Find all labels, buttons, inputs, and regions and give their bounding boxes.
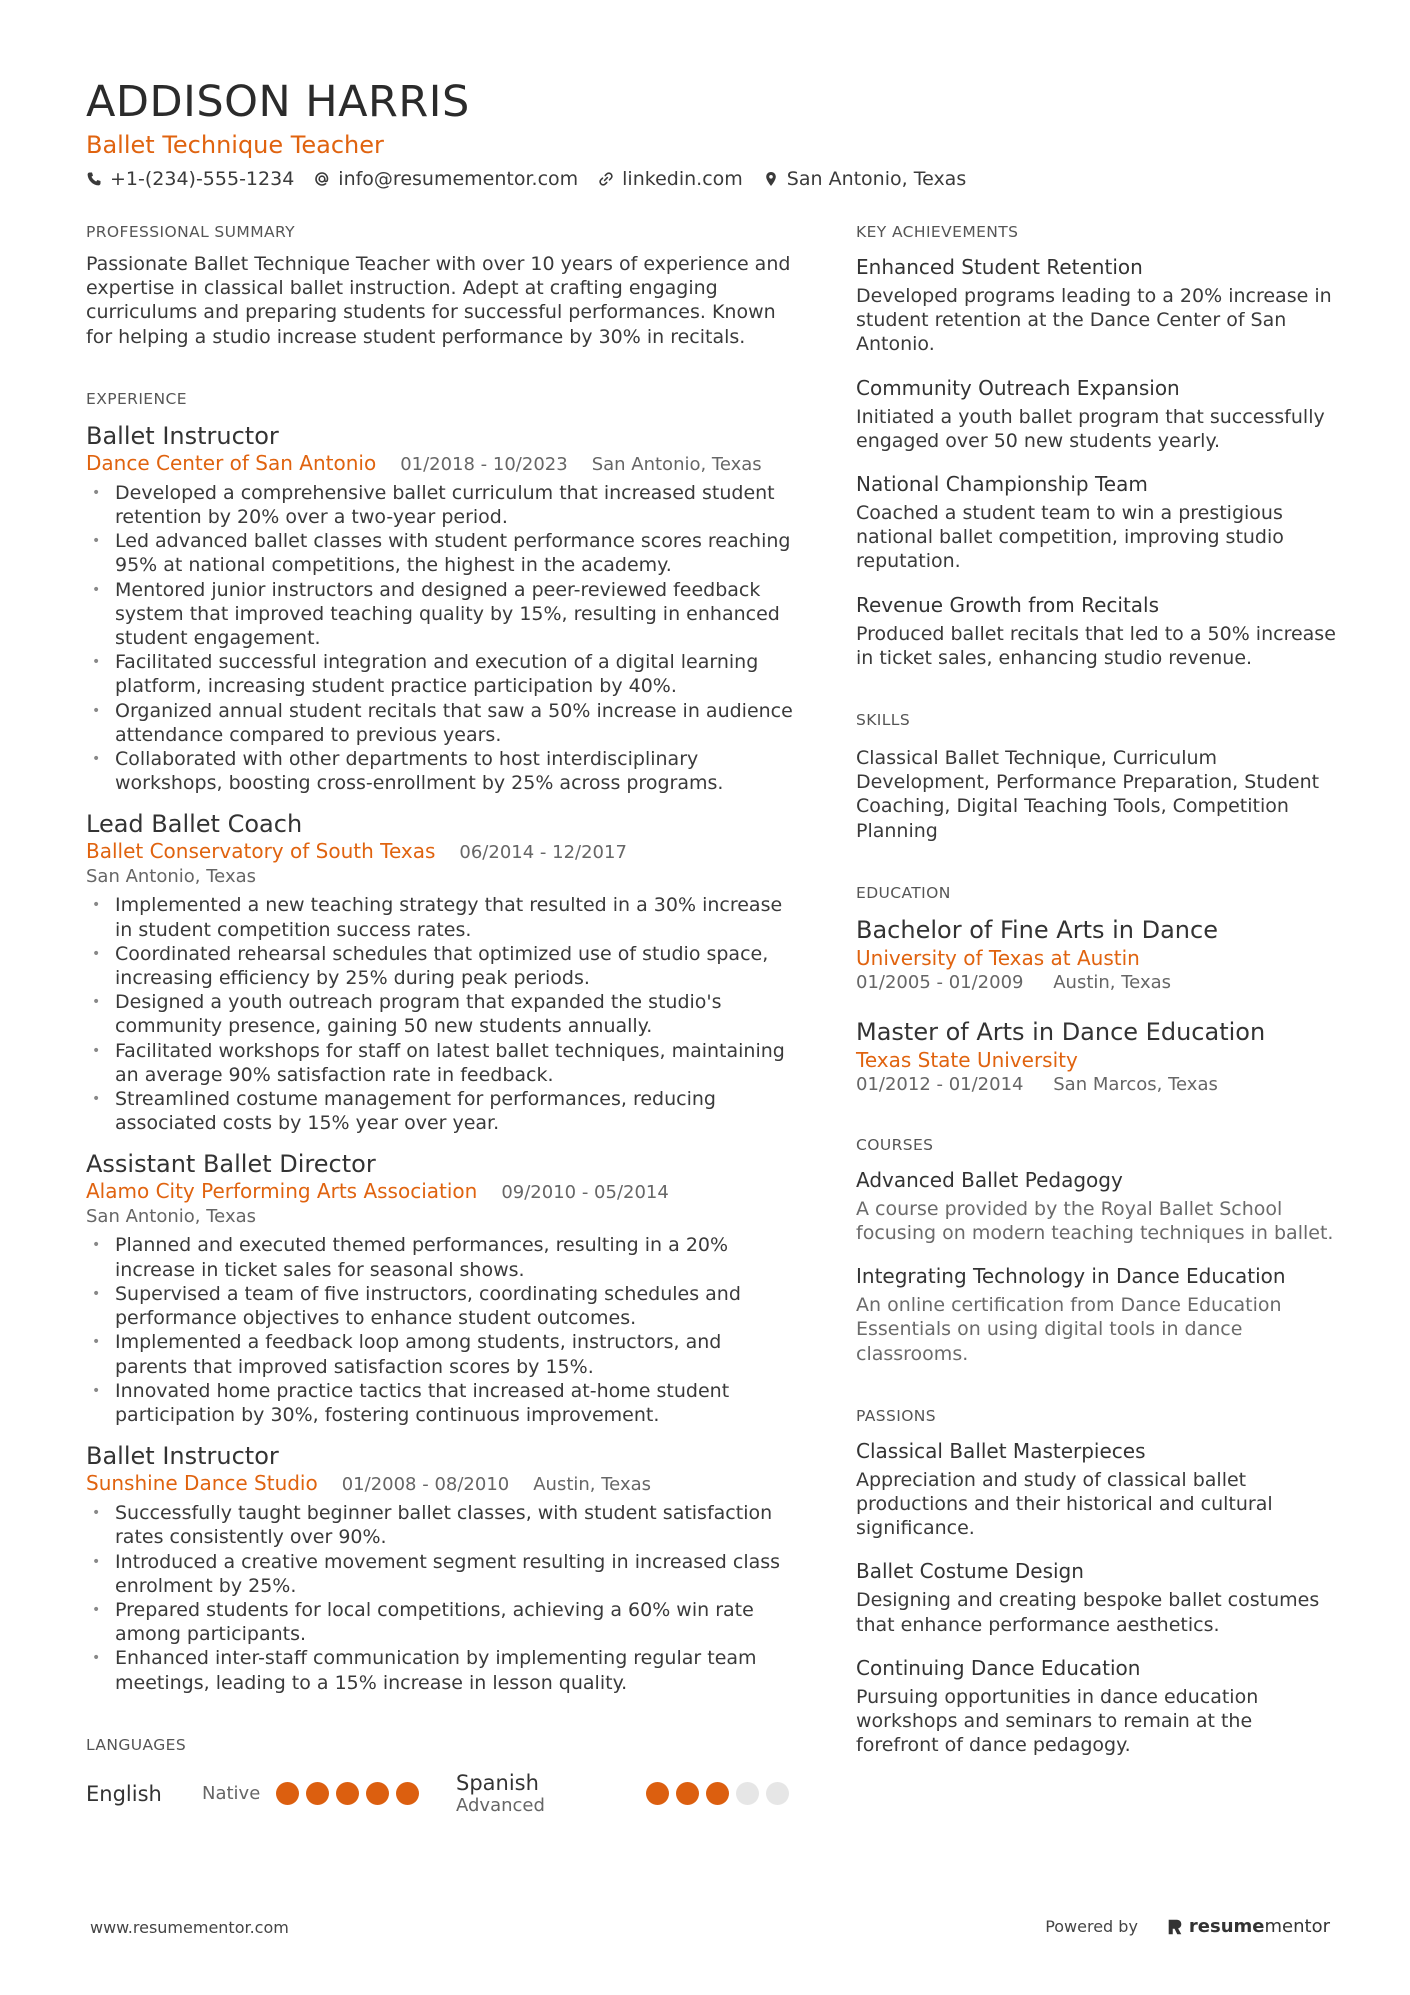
list-item: • Prepared students for local competitions, achieving a 60% win rate among participants.: [86, 1598, 796, 1646]
passion-desc: Appreciation and study of classical ballet productions and their historical and cultural significance.: [856, 1468, 1273, 1540]
languages-section: [86, 1735, 796, 1819]
education-location: Austin, Texas: [1053, 971, 1171, 993]
resumementor-logo[interactable]: [1166, 1916, 1330, 1937]
resume-header: [86, 76, 1326, 190]
language-name: English: [86, 1781, 162, 1806]
language-level: Native: [202, 1783, 261, 1805]
language-rating: [646, 1782, 796, 1805]
section-title: PASSIONS: [856, 1406, 937, 1425]
language-name: Spanish: [456, 1771, 539, 1796]
section-title: EDUCATION: [856, 883, 951, 902]
at-icon: [314, 171, 330, 187]
left-column: [86, 222, 796, 1819]
contact-email-text: info@resumementor.com: [338, 168, 579, 190]
job-location: San Antonio, Texas: [86, 866, 256, 888]
section-title: COURSES: [856, 1135, 934, 1154]
passion-desc: Designing and creating bespoke ballet costumes that enhance performance aesthetics.: [856, 1589, 1320, 1636]
passion-title: Ballet Costume Design: [856, 1559, 1084, 1584]
course-desc: A course provided by the Royal Ballet School focusing on modern teaching techniques in ballet.: [856, 1197, 1334, 1245]
rating-dot: [396, 1782, 419, 1805]
footer-website[interactable]: www.resumementor.com: [90, 1918, 289, 1937]
rating-dot: [366, 1782, 389, 1805]
achievement-desc: Developed programs leading to a 20% increase in student retention at the Dance Center of San Antonio.: [856, 285, 1332, 356]
achievement-desc: Coached a student team to win a prestigious national ballet competition, improving studio reputation.: [856, 502, 1284, 573]
course-item: [856, 1167, 1336, 1245]
list-item: • Developed a comprehensive ballet curriculum that increased student retention by 20% over a two-year period.: [86, 481, 796, 529]
education-item: [856, 915, 1336, 995]
list-item: • Mentored junior instructors and designed a peer-reviewed feedback system that improved teaching quality by 15%, resulting in enhanced student engagement.: [86, 578, 796, 651]
list-item: • Planned and executed themed performances, resulting in a 20% increase in ticket sales for seasonal shows.: [86, 1233, 796, 1281]
achievement-desc: Produced ballet recitals that led to a 50% increase in ticket sales, enhancing studio revenue.: [856, 622, 1336, 669]
list-item: • Supervised a team of five instructors, coordinating schedules and performance objectives to enhance student outcomes.: [86, 1282, 796, 1330]
achievement-item: [856, 471, 1336, 574]
education-meta: [856, 1073, 1336, 1097]
contact-linkedin-text: linkedin.com: [622, 168, 743, 190]
list-item: • Implemented a feedback loop among students, instructors, and parents that improved satisfaction scores by 15%.: [86, 1330, 796, 1378]
course-title: Integrating Technology in Dance Education: [856, 1264, 1286, 1289]
rating-dot: [736, 1782, 759, 1805]
job-meta: [86, 1179, 796, 1205]
job-bullets: [86, 481, 796, 796]
resumementor-logo-icon: [1166, 1918, 1184, 1936]
list-item: • Innovated home practice tactics that increased at-home student participation by 30%, fostering continuous improvement.: [86, 1379, 796, 1427]
list-item: • Led advanced ballet classes with student performance scores reaching 95% at national competitions, the highest in the academy.: [86, 529, 796, 577]
list-item: • Coordinated rehearsal schedules that optimized use of studio space, increasing efficiency by 25% during peak periods.: [86, 942, 796, 990]
experience-section: [86, 389, 796, 1695]
education-meta: [856, 971, 1336, 995]
job-dates: 09/2010 - 05/2014: [501, 1182, 669, 1204]
course-desc: An online certification from Dance Education Essentials on using digital tools in dance classrooms.: [856, 1294, 1282, 1365]
list-item: • Organized annual student recitals that saw a 50% increase in audience attendance compared to previous years.: [86, 699, 796, 747]
brand-bold: resume: [1188, 1916, 1265, 1937]
list-item: • Enhanced inter-staff communication by implementing regular team meetings, leading to a 15% increase in lesson quality.: [86, 1646, 796, 1694]
education-location: San Marcos, Texas: [1053, 1073, 1218, 1095]
contact-bar: [86, 168, 1326, 190]
list-item: • Successfully taught beginner ballet classes, with student satisfaction rates consistently over 90%.: [86, 1501, 796, 1549]
job-title: Assistant Ballet Director: [86, 1150, 376, 1179]
language-item: [456, 1771, 796, 1816]
course-title: Advanced Ballet Pedagogy: [856, 1167, 1123, 1192]
language-level: Advanced: [456, 1795, 545, 1817]
job-meta: [86, 1471, 796, 1497]
list-item: • Facilitated successful integration and execution of a digital learning platform, increasing student practice participation by 40%.: [86, 650, 796, 698]
achievement-desc: Initiated a youth ballet program that successfully engaged over 50 new students yearly.: [856, 405, 1325, 452]
summary-text: Passionate Ballet Technique Teacher with over 10 years of experience and expertise in classical ballet instruction. Adept at crafting engaging curriculums and preparing students for successful performances. Known for helping a studio increase student performance by 30% in recitals.: [86, 253, 791, 348]
job-location: San Antonio, Texas: [591, 453, 762, 475]
list-item: • Implemented a new teaching strategy that resulted in a 30% increase in student competition success rates.: [86, 893, 796, 941]
passion-item: [856, 1655, 1336, 1758]
contact-location: [763, 168, 966, 190]
education-item: [856, 1017, 1336, 1097]
language-item: [86, 1782, 456, 1806]
education-degree: Bachelor of Fine Arts in Dance: [856, 915, 1218, 944]
rating-dot: [766, 1782, 789, 1805]
job-dates: 06/2014 - 12/2017: [459, 842, 627, 864]
rating-dot: [676, 1782, 699, 1805]
section-title: EXPERIENCE: [86, 389, 187, 408]
achievement-title: Revenue Growth from Recitals: [856, 592, 1160, 617]
job-entry: [86, 1149, 796, 1427]
education-dates: 01/2012 - 01/2014: [856, 1073, 1024, 1095]
rating-dot: [336, 1782, 359, 1805]
passion-title: Classical Ballet Masterpieces: [856, 1438, 1146, 1463]
education-school: University of Texas at Austin: [856, 945, 1140, 970]
section-title: LANGUAGES: [86, 1735, 187, 1754]
achievement-item: [856, 592, 1336, 670]
job-meta: [86, 839, 796, 865]
contact-location-text: San Antonio, Texas: [786, 168, 967, 190]
achievement-title: Enhanced Student Retention: [856, 255, 1143, 279]
education-school: Texas State University: [856, 1047, 1078, 1072]
contact-linkedin[interactable]: [598, 168, 743, 190]
rating-dot: [706, 1782, 729, 1805]
list-item: • Introduced a creative movement segment resulting in increased class enrolment by 25%.: [86, 1550, 796, 1598]
contact-phone-text: +1-(234)-555-1234: [110, 168, 295, 190]
job-title: Ballet Instructor: [86, 421, 279, 450]
job-entry: [86, 809, 796, 1135]
achievement-item: [856, 375, 1336, 453]
language-labels: [456, 1771, 646, 1816]
rating-dot: [306, 1782, 329, 1805]
list-item: • Facilitated workshops for staff on latest ballet techniques, maintaining an average 90% satisfaction rate in feedback.: [86, 1039, 796, 1087]
section-title: KEY ACHIEVEMENTS: [856, 223, 1019, 241]
job-bullets: [86, 1233, 796, 1427]
achievements-section: [856, 222, 1336, 670]
job-org: Ballet Conservatory of South Texas: [86, 839, 436, 864]
job-entry: [86, 1441, 796, 1695]
location-pin-icon: [763, 171, 779, 187]
brand-rest: mentor: [1264, 1916, 1330, 1937]
list-item: • Designed a youth outreach program that expanded the studio's community presence, gaining 50 new students annually.: [86, 990, 796, 1038]
contact-phone[interactable]: [86, 168, 294, 190]
job-location: Austin, Texas: [533, 1474, 651, 1496]
candidate-role: Ballet Technique Teacher: [86, 131, 384, 159]
passion-item: [856, 1558, 1336, 1636]
job-title: Lead Ballet Coach: [86, 810, 303, 839]
job-bullets: [86, 1501, 796, 1695]
list-item: • Collaborated with other departments to host interdisciplinary workshops, boosting cross-enrollment by 25% across programs.: [86, 747, 796, 795]
skills-section: [856, 710, 1336, 843]
language-rating: [276, 1782, 426, 1805]
achievement-item: [856, 254, 1336, 357]
section-title: PROFESSIONAL SUMMARY: [86, 223, 296, 241]
education-dates: 01/2005 - 01/2009: [856, 971, 1024, 993]
job-org: Dance Center of San Antonio: [86, 450, 377, 475]
section-title: SKILLS: [856, 711, 911, 730]
footer-branding: [1045, 1916, 1330, 1937]
passion-title: Continuing Dance Education: [856, 1655, 1141, 1680]
education-section: [856, 883, 1336, 1097]
job-dates: 01/2018 - 10/2023: [400, 453, 568, 475]
job-org: Sunshine Dance Studio: [86, 1471, 318, 1496]
job-title: Ballet Instructor: [86, 1442, 279, 1471]
candidate-name: ADDISON HARRIS: [86, 77, 470, 127]
passion-desc: Pursuing opportunities in dance education workshops and seminars to remain at the forefront of dance pedagogy.: [856, 1685, 1259, 1757]
page-footer: [90, 1918, 1330, 1937]
rating-dot: [276, 1782, 299, 1805]
job-location: San Antonio, Texas: [86, 1206, 256, 1228]
list-item: • Streamlined costume management for performances, reducing associated costs by 15% year over year.: [86, 1087, 796, 1135]
course-item: [856, 1263, 1336, 1366]
skills-text: Classical Ballet Technique, Curriculum Development, Performance Preparation, Student Coaching, Digital Teaching Tools, Competition Planning: [856, 747, 1320, 842]
phone-icon: [86, 171, 102, 187]
job-org: Alamo City Performing Arts Association: [86, 1179, 478, 1204]
job-entry: [86, 421, 796, 796]
rating-dot: [646, 1782, 669, 1805]
passion-item: [856, 1438, 1336, 1541]
passions-section: [856, 1406, 1336, 1758]
link-icon: [598, 171, 614, 187]
summary-section: [86, 222, 796, 349]
job-dates: 01/2008 - 08/2010: [341, 1474, 510, 1496]
education-degree: Master of Arts in Dance Education: [856, 1017, 1266, 1046]
job-bullets: [86, 893, 796, 1135]
courses-section: [856, 1135, 1336, 1366]
right-column: [856, 222, 1336, 1757]
job-meta: [86, 451, 796, 477]
powered-by-label: Powered by: [1045, 1917, 1138, 1936]
achievement-title: National Championship Team: [856, 472, 1148, 497]
languages-row: [86, 1769, 796, 1819]
contact-email[interactable]: [314, 168, 578, 190]
achievement-title: Community Outreach Expansion: [856, 375, 1180, 400]
